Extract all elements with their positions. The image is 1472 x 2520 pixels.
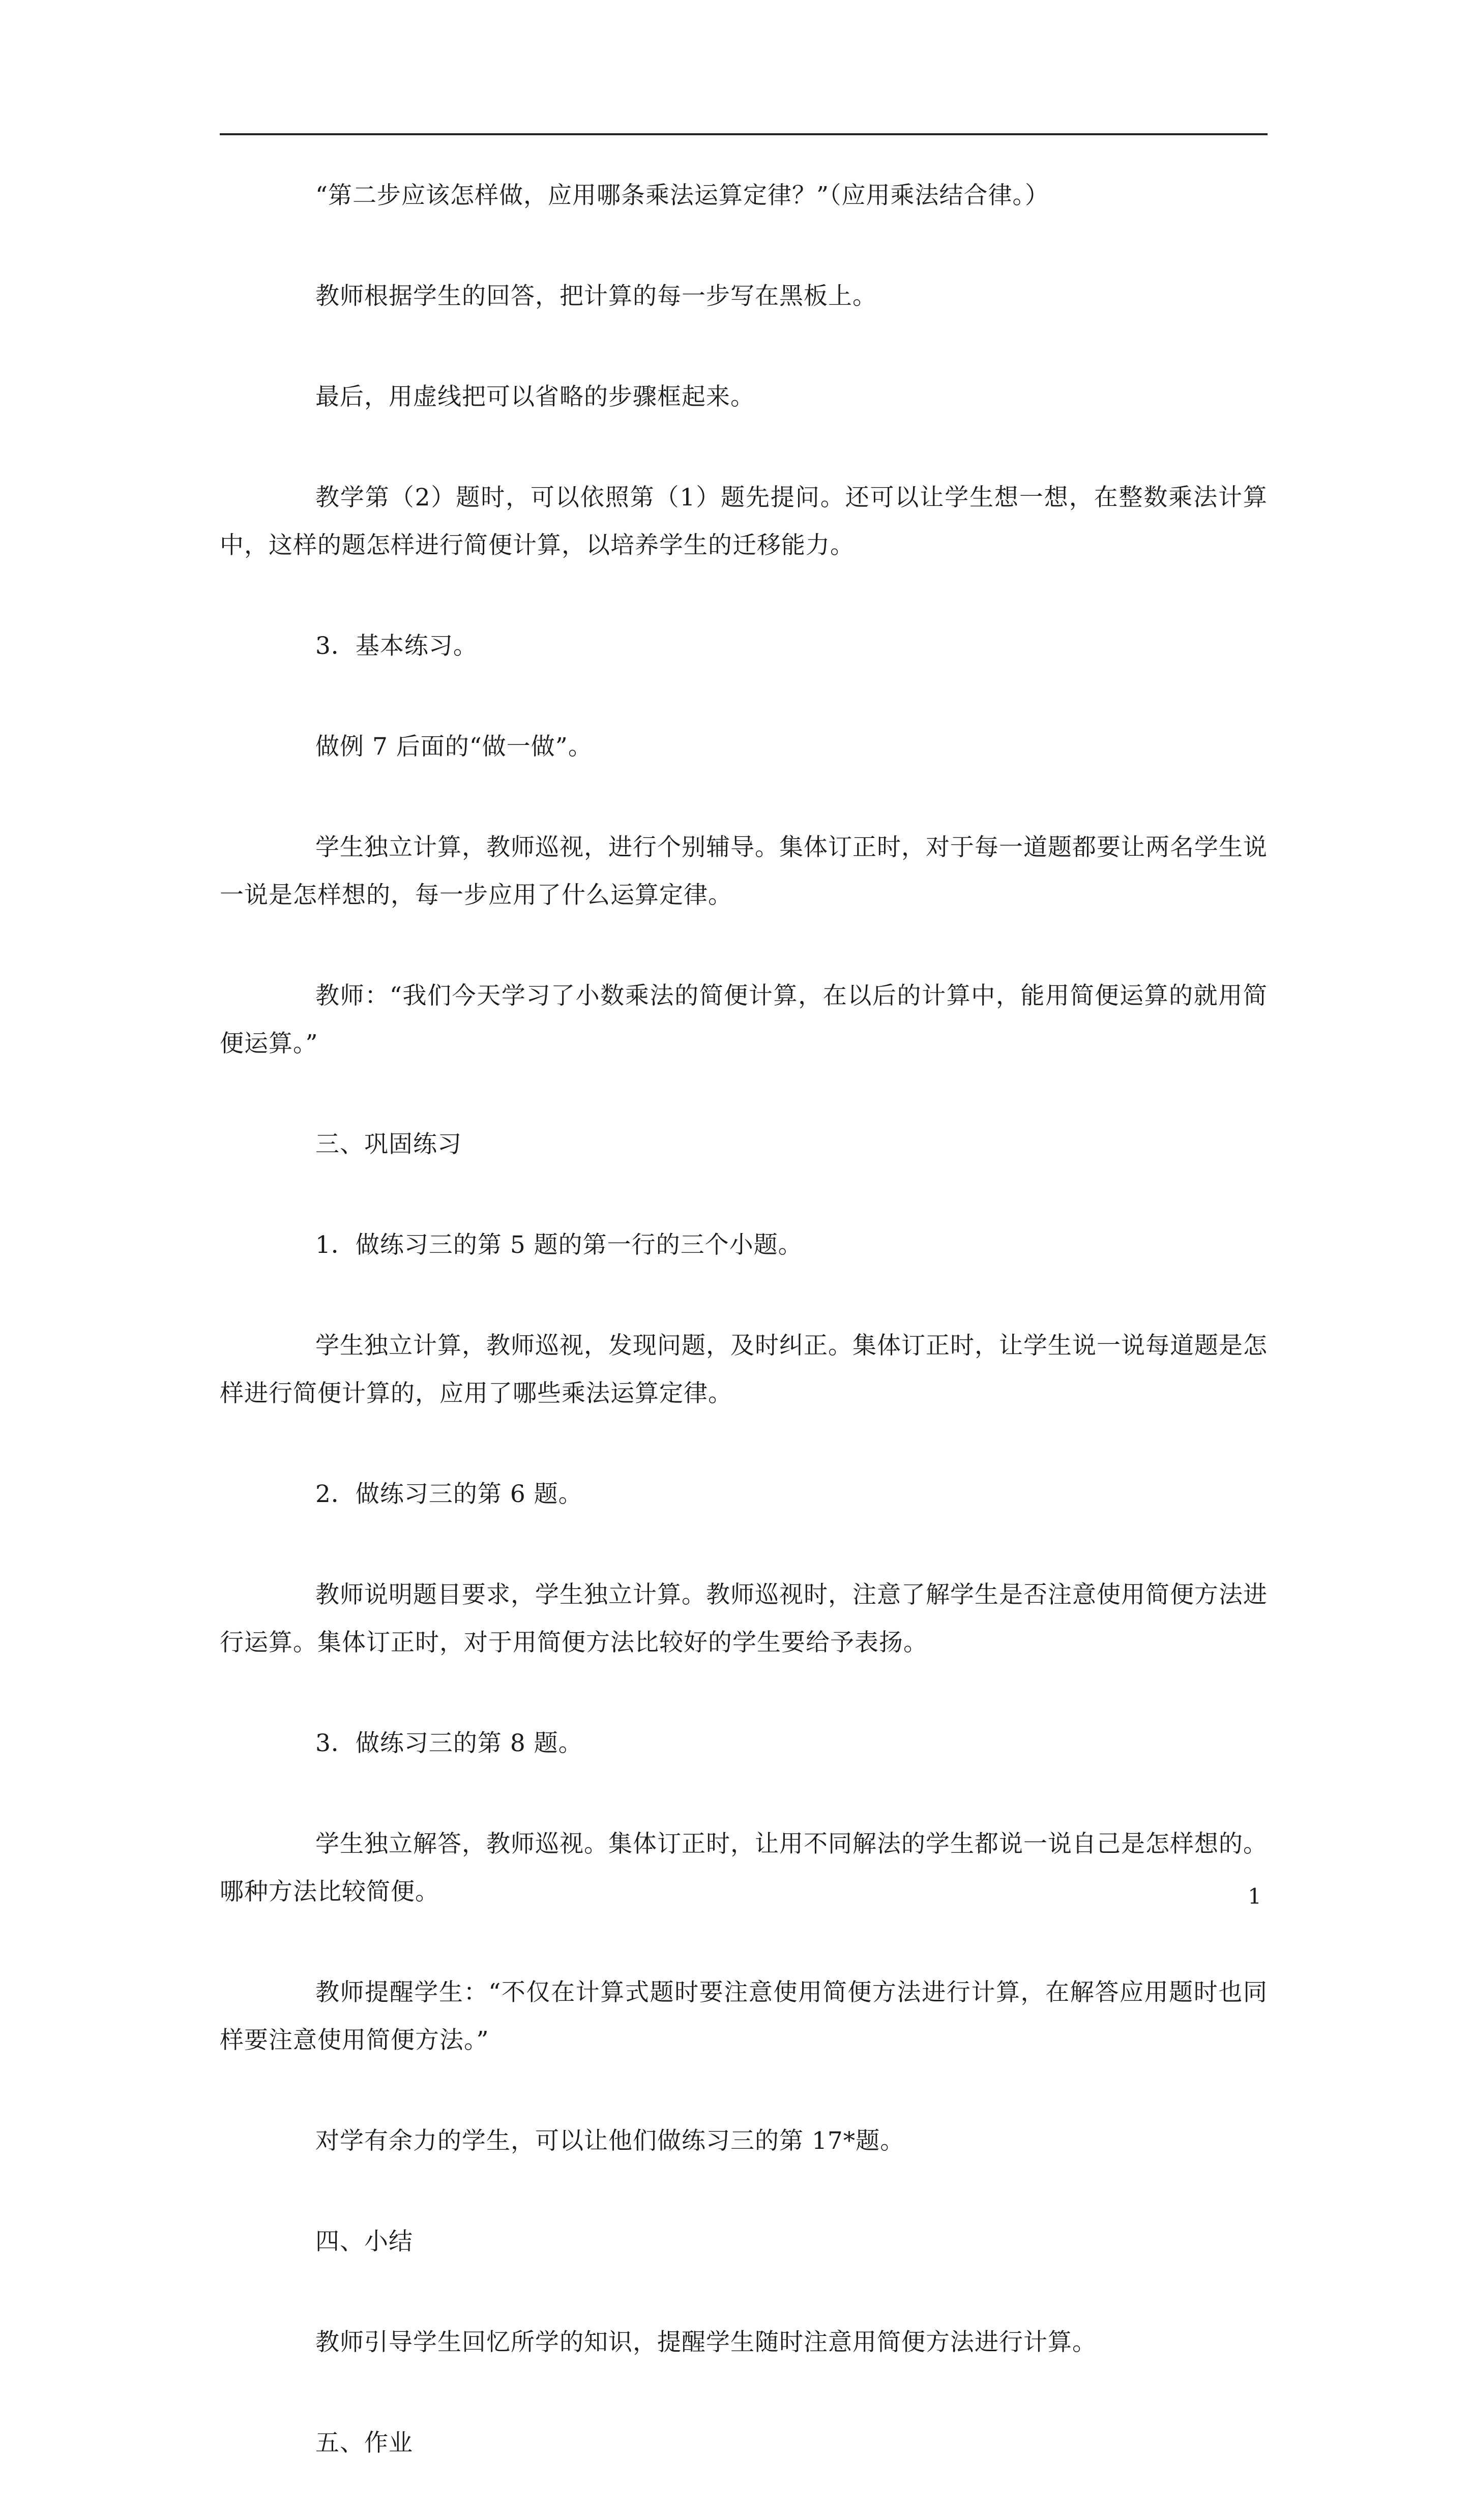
paragraph: 学生独立计算，教师巡视，进行个别辅导。集体订正时，对于每一道题都要让两名学生说一说是怎样想的，每一步应用了什么运算定律。 [220,833,1268,909]
header-rule [220,133,1268,135]
paragraph: 最后，用虚线把可以省略的步骤框起来。 [315,383,755,411]
paragraph: 做例 7 后面的“做一做”。 [315,733,593,761]
paragraph: 教师引导学生回忆所学的知识，提醒学生随时注意用简便方法进行计算。 [315,2328,1097,2356]
section-heading: 三、巩固练习 [315,1130,462,1158]
paragraph: 教师：“我们今天学习了小数乘法的简便计算，在以后的计算中，能用简便运算的就用简便运算。” [220,982,1268,1058]
paragraph: 3．基本练习。 [315,632,478,660]
paragraph: 教师说明题目要求，学生独立计算。教师巡视时，注意了解学生是否注意使用简便方法进行运算。集体订正时，对于用简便方法比较好的学生要给予表扬。 [220,1581,1268,1657]
paragraph: 对学有余力的学生，可以让他们做练习三的第 17*题。 [315,2127,905,2155]
paragraph: 2．做练习三的第 6 题。 [315,1480,583,1508]
document-body [220,172,1268,2520]
paragraph: 学生独立计算，教师巡视，发现问题，及时纠正。集体订正时，让学生说一说每道题是怎样进行简便计算的，应用了哪些乘法运算定律。 [220,1332,1268,1407]
paragraph: 1．做练习三的第 5 题的第一行的三个小题。 [315,1231,803,1259]
section-heading: 五、作业 [315,2429,413,2457]
section-heading: 四、小结 [315,2228,413,2256]
paragraph: 教师提醒学生：“不仅在计算式题时要注意使用简便方法进行计算，在解答应用题时也同样要注意使用简便方法。” [220,1978,1268,2054]
page-number: 1 [1248,1884,1261,1909]
paragraph: 学生独立解答，教师巡视。集体订正时，让用不同解法的学生都说一说自己是怎样想的。哪种方法比较简便。 [220,1830,1268,1906]
paragraph: 教学第（2）题时，可以依照第（1）题先提问。还可以让学生想一想，在整数乘法计算中，这样的题怎样进行简便计算，以培养学生的迁移能力。 [220,484,1268,559]
paragraph: 3．做练习三的第 8 题。 [315,1729,583,1757]
paragraph: “第二步应该怎样做，应用哪条乘法运算定律？”（应用乘法结合律。） [315,182,1050,209]
paragraph: 教师根据学生的回答，把计算的每一步写在黑板上。 [315,282,877,310]
